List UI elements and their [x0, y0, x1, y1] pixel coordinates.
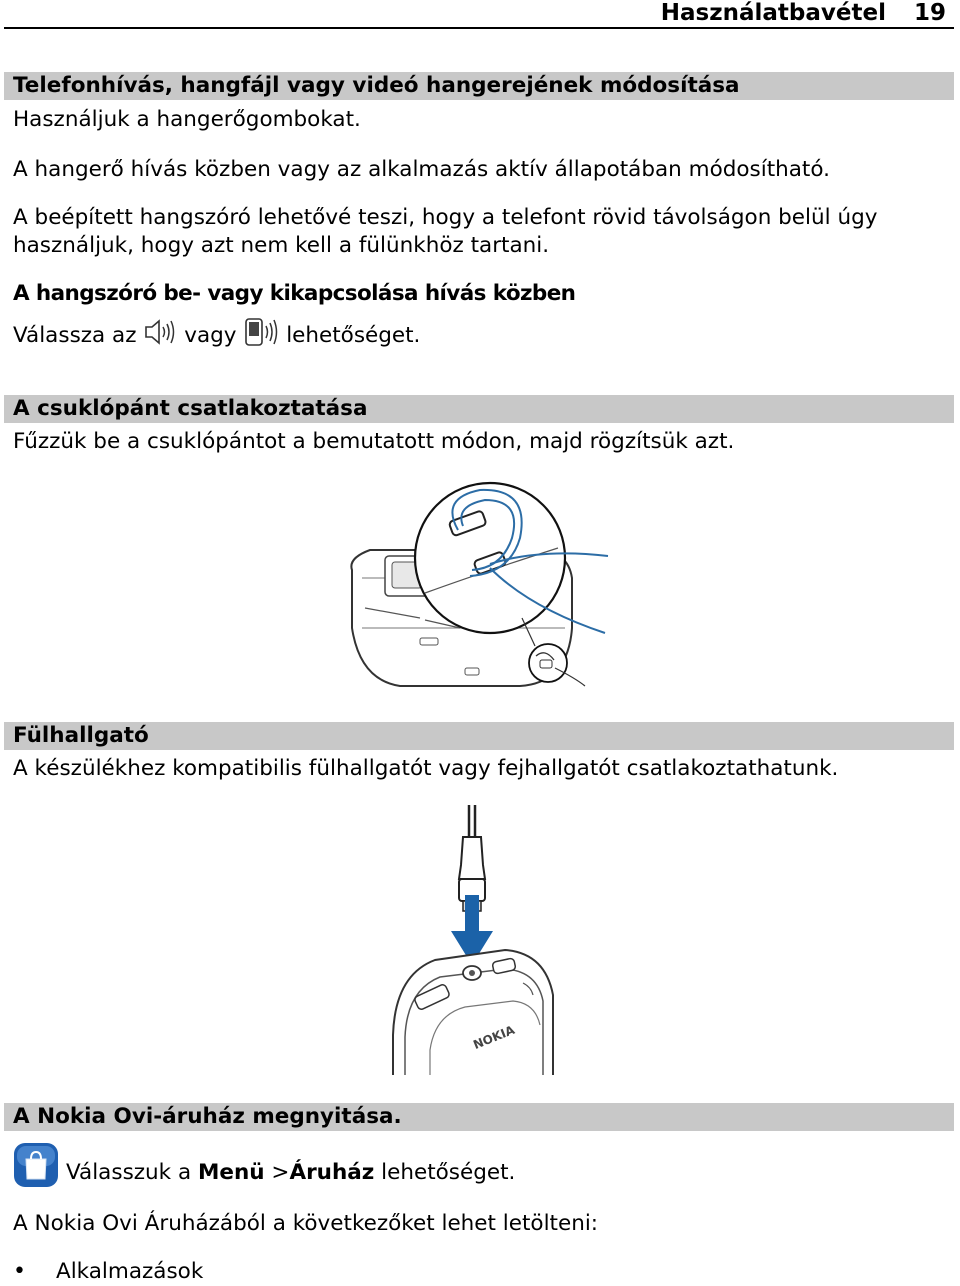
- choose-prefix: Válassza az: [13, 323, 137, 348]
- page-number: 19: [913, 0, 946, 26]
- volume-line-1: Használjuk a hangerőgombokat.: [13, 107, 361, 132]
- store-bag-icon: [12, 1141, 60, 1193]
- running-header: [661, 0, 946, 26]
- store-intro: A Nokia Ovi Áruházából a következőket lehet letölteni:: [13, 1211, 599, 1236]
- phone-brand-label: NOKIA: [471, 1022, 517, 1052]
- list-item: Alkalmazások: [56, 1259, 204, 1284]
- bullet-marker: •: [13, 1259, 26, 1284]
- choose-middle: vagy: [184, 323, 237, 348]
- speaker-choose-line: [13, 316, 420, 356]
- path-separator: >: [271, 1160, 290, 1185]
- store-select-line: [66, 1159, 515, 1187]
- strap-line-1: Fűzzük be a csuklópántot a bemutatott módon, majd rögzítsük azt.: [13, 429, 735, 454]
- chapter-title: Használatbavétel: [660, 0, 886, 26]
- section-heading-strap: A csuklópánt csatlakoztatása: [4, 395, 954, 423]
- handset-icon: [243, 316, 279, 356]
- volume-line-2: A hangerő hívás közben vagy az alkalmazás aktív állapotában módosítható.: [13, 157, 830, 182]
- headset-connector-illustration: [385, 805, 585, 1075]
- header-rule: [4, 27, 954, 29]
- speaker-icon: [143, 317, 177, 355]
- section-heading-headset: Fülhallgató: [4, 722, 954, 750]
- headset-line-1: A készülékhez kompatibilis fülhallgatót vagy fejhallgatót csatlakoztathatunk.: [13, 756, 839, 781]
- menu-link[interactable]: Menü: [197, 1160, 265, 1185]
- select-suffix: lehetőséget.: [381, 1160, 516, 1185]
- store-link[interactable]: Áruház: [289, 1160, 375, 1185]
- section-heading-store: A Nokia Ovi-áruház megnyitása.: [4, 1103, 954, 1131]
- volume-line-3b: használjuk, hogy azt nem kell a fülünkhöz tartani.: [13, 233, 550, 258]
- wrist-strap-illustration: [340, 478, 620, 693]
- choose-suffix: lehetőséget.: [286, 323, 421, 348]
- volume-line-3a: A beépített hangszóró lehetővé teszi, hogy a telefont rövid távolságon belül úgy: [13, 205, 878, 230]
- section-heading-volume: Telefonhívás, hangfájl vagy videó hangerejének módosítása: [4, 72, 954, 100]
- select-prefix: Válasszuk a: [66, 1160, 192, 1185]
- speaker-subheading: A hangszóró be- vagy kikapcsolása hívás közben: [13, 281, 576, 306]
